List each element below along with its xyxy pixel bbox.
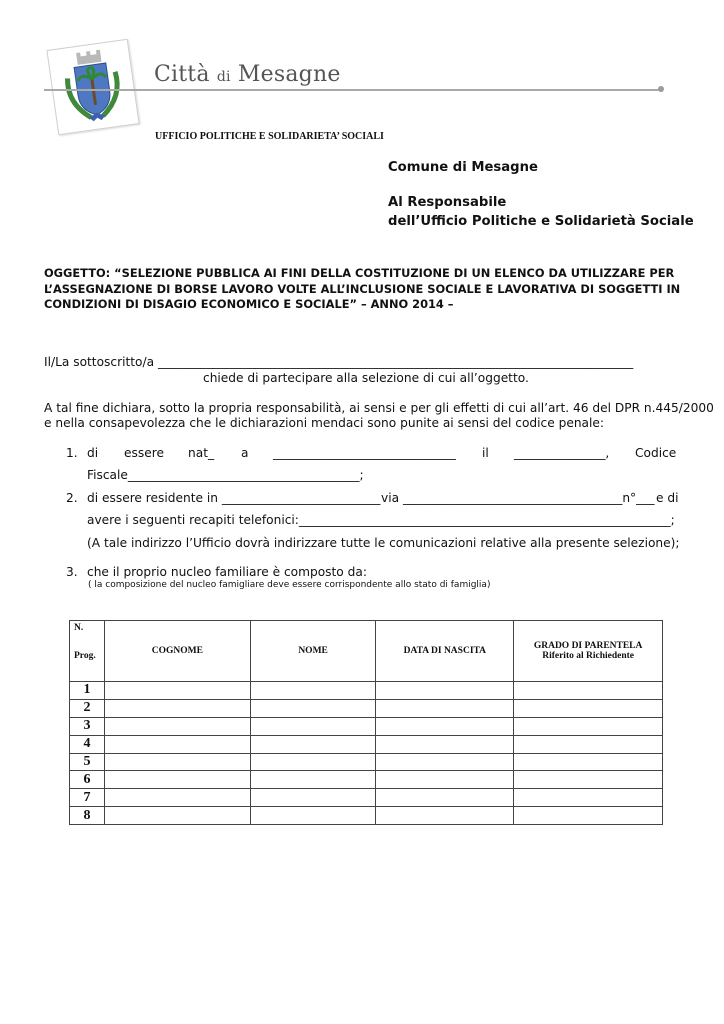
header-birthdate: DATA DI NASCITA: [376, 621, 514, 682]
header-divider: [44, 89, 662, 91]
relationship-cell[interactable]: [514, 717, 663, 735]
row-number: 3: [70, 717, 105, 735]
birthdate-cell[interactable]: [376, 807, 514, 825]
birthdate-blank: _______________,: [514, 446, 610, 460]
birthdate-cell[interactable]: [376, 717, 514, 735]
name-cell[interactable]: [250, 807, 376, 825]
header-relationship: [514, 621, 663, 682]
item-2-word: e di: [656, 491, 679, 505]
table-row: [70, 717, 663, 735]
city-logo: [46, 39, 139, 136]
birthdate-cell[interactable]: [376, 735, 514, 753]
birthdate-cell[interactable]: [376, 789, 514, 807]
surname-cell[interactable]: [104, 807, 250, 825]
name-cell[interactable]: [250, 735, 376, 753]
header-name: NOME: [250, 621, 376, 682]
table-header-row: [70, 621, 663, 682]
row-number: 2: [70, 699, 105, 717]
table-row: [70, 789, 663, 807]
family-note: ( la composizione del nucleo famigliare deve essere corrispondente allo stato di famiglia): [88, 580, 491, 590]
row-number: 6: [70, 771, 105, 789]
header-surname: COGNOME: [104, 621, 250, 682]
row-number: 8: [70, 807, 105, 825]
relationship-cell[interactable]: [514, 789, 663, 807]
table-row: [70, 735, 663, 753]
recipient-municipality: Comune di Mesagne: [388, 160, 538, 175]
table-row: [70, 753, 663, 771]
header-relationship-sub: Riferito al Richiedente: [542, 651, 635, 661]
row-number: 1: [70, 682, 105, 700]
row-number: 7: [70, 789, 105, 807]
header-n: N.: [74, 623, 84, 633]
table-row: [70, 807, 663, 825]
table-row: [70, 771, 663, 789]
surname-cell[interactable]: [104, 735, 250, 753]
family-line: che il proprio nucleo familiare è composto da:: [87, 565, 367, 579]
relationship-cell[interactable]: [514, 699, 663, 717]
table-row: [70, 682, 663, 700]
tax-code-line: Fiscale______________________________________;: [87, 468, 364, 482]
phone-line: avere i seguenti recapiti telefonici:_____________________________________________________________;: [87, 513, 675, 527]
name-cell[interactable]: [250, 753, 376, 771]
item-3-number: 3.: [66, 565, 78, 579]
relationship-cell[interactable]: [514, 682, 663, 700]
office-title: UFFICIO POLITICHE E SOLIDARIETA’ SOCIALI: [155, 131, 384, 142]
surname-cell[interactable]: [104, 789, 250, 807]
recipient-title: Al Responsabile: [388, 195, 507, 210]
address-note: (A tale indirizzo l’Ufficio dovrà indirizzare tutte le comunicazioni relative alla presente selezione);: [87, 536, 680, 550]
item-1-word: essere: [124, 446, 164, 460]
subject-line-2: L’ASSEGNAZIONE DI BORSE LAVORO VOLTE ALL’INCLUSIONE SOCIALE E LAVORATIVA DI SOGGETTI IN: [44, 281, 681, 296]
item-1-word: di: [87, 446, 99, 460]
item-1-word: nat_: [188, 446, 215, 460]
birthplace-blank: ______________________________: [273, 446, 456, 460]
coat-of-arms-icon: [48, 40, 139, 134]
city-name: Città di Mesagne: [154, 62, 341, 87]
name-cell[interactable]: [250, 771, 376, 789]
declaration-line-1: A tal fine dichiara, sotto la propria responsabilità, ai sensi e per gli effetti di cui all’art. 46 del DPR n.445/2000: [44, 401, 714, 415]
header-divider-dot: [658, 86, 664, 92]
header-relationship-title: GRADO DI PARENTELA: [533, 641, 643, 651]
item-1-number: 1.: [66, 446, 78, 460]
birthdate-cell[interactable]: [376, 771, 514, 789]
item-1-word: il: [482, 446, 489, 460]
surname-cell[interactable]: [104, 753, 250, 771]
item-1-word: Codice: [635, 446, 677, 460]
relationship-cell[interactable]: [514, 735, 663, 753]
relationship-cell[interactable]: [514, 753, 663, 771]
street-line: via ____________________________________n°___: [381, 491, 655, 505]
row-number: 4: [70, 735, 105, 753]
header-prog: Prog.: [74, 651, 96, 661]
subject: [44, 266, 684, 313]
name-cell[interactable]: [250, 789, 376, 807]
family-table: [69, 620, 663, 825]
header-progressive: [70, 621, 105, 682]
surname-cell[interactable]: [104, 682, 250, 700]
item-2-number: 2.: [66, 491, 78, 505]
name-cell[interactable]: [250, 682, 376, 700]
row-number: 5: [70, 753, 105, 771]
table-row: [70, 699, 663, 717]
declaration-line-2: e nella consapevolezza che le dichiarazioni mendaci sono punite ai sensi del codice penale:: [44, 416, 605, 430]
item-1-word: a: [241, 446, 249, 460]
relationship-cell[interactable]: [514, 807, 663, 825]
birthdate-cell[interactable]: [376, 682, 514, 700]
residence-line: di essere residente in __________________________: [87, 491, 381, 505]
relationship-cell[interactable]: [514, 771, 663, 789]
subject-line-1: OGGETTO: “SELEZIONE PUBBLICA AI FINI DELLA COSTITUZIONE DI UN ELENCO DA UTILIZZARE PER: [44, 266, 675, 280]
subject-line-3: CONDIZIONI DI DISAGIO ECONOMICO E SOCIALE” – ANNO 2014 –: [44, 297, 454, 311]
name-cell[interactable]: [250, 699, 376, 717]
name-cell[interactable]: [250, 717, 376, 735]
recipient-office: dell’Ufficio Politiche e Solidarietà Sociale: [388, 214, 694, 229]
birthdate-cell[interactable]: [376, 699, 514, 717]
surname-cell[interactable]: [104, 771, 250, 789]
birthdate-cell[interactable]: [376, 753, 514, 771]
surname-cell[interactable]: [104, 699, 250, 717]
signatory-line: Il/La sottoscritto/a ______________________________________________________________________________: [44, 355, 634, 369]
request-line: chiede di partecipare alla selezione di cui all’oggetto.: [203, 371, 529, 385]
surname-cell[interactable]: [104, 717, 250, 735]
